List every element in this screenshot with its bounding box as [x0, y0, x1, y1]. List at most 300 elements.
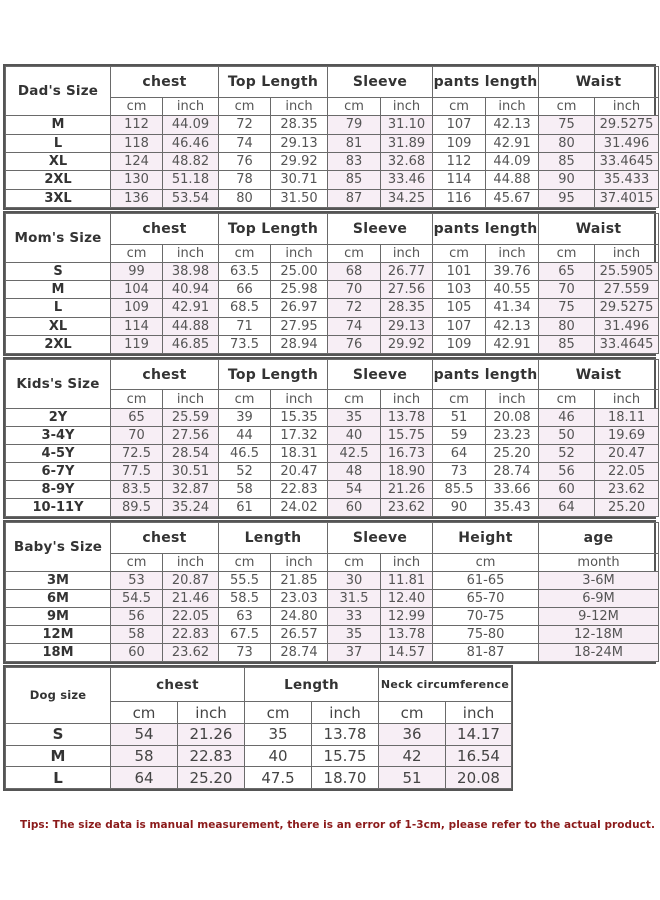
unit-header: inch	[381, 553, 433, 571]
table-row	[6, 408, 659, 426]
value-cell: 74	[219, 134, 271, 152]
table-row	[6, 444, 659, 462]
value-cell: 90	[433, 498, 486, 516]
value-cell: 40	[328, 426, 381, 444]
value-cell: 41.34	[486, 299, 539, 317]
value-cell: 85.5	[433, 480, 486, 498]
value-cell: 13.78	[381, 625, 433, 643]
value-cell: 72	[219, 116, 271, 134]
value-cell: 18.70	[312, 767, 379, 789]
tips-note: Tips: The size data is manual measurement, there is an error of 1-3cm, please refer to the actual product.	[20, 819, 656, 831]
value-cell: 42.13	[486, 116, 539, 134]
value-cell: 35	[245, 723, 312, 745]
group-header: Length	[219, 523, 328, 554]
value-cell: 31.10	[381, 116, 433, 134]
dog-rows	[6, 723, 512, 788]
value-cell: 15.35	[271, 408, 328, 426]
value-cell: 42.91	[163, 299, 219, 317]
value-cell: 68	[328, 262, 381, 280]
table-label: Dog size	[6, 668, 111, 724]
size-cell: 2Y	[6, 408, 111, 426]
value-cell: 44	[219, 426, 271, 444]
value-cell: 46	[539, 408, 595, 426]
value-cell: 85	[539, 335, 595, 353]
value-cell: 74	[328, 317, 381, 335]
value-cell: 109	[111, 299, 163, 317]
value-cell: 33.4645	[595, 335, 659, 353]
value-cell: 17.32	[271, 426, 328, 444]
table-label: Dad's Size	[6, 67, 111, 116]
unit-header: cm	[219, 390, 271, 408]
value-cell: 42.13	[486, 317, 539, 335]
value-cell: 18.11	[595, 408, 659, 426]
value-cell: 70	[328, 281, 381, 299]
group-header: Top Length	[219, 214, 328, 245]
value-cell: 114	[111, 317, 163, 335]
value-cell: 48	[328, 462, 381, 480]
table-row	[6, 262, 659, 280]
value-cell: 44.88	[163, 317, 219, 335]
value-cell: 53.54	[163, 189, 219, 207]
value-cell: 79	[328, 116, 381, 134]
unit-header: inch	[486, 244, 539, 262]
size-cell: 6-7Y	[6, 462, 111, 480]
table-row	[6, 767, 512, 789]
value-cell: 72	[328, 299, 381, 317]
value-cell: 65	[111, 408, 163, 426]
value-cell: 28.94	[271, 335, 328, 353]
unit-header: inch	[271, 553, 328, 571]
value-cell: 109	[433, 134, 486, 152]
value-cell: 23.03	[271, 589, 328, 607]
table-label: Baby's Size	[6, 523, 111, 572]
value-cell: 118	[111, 134, 163, 152]
value-cell: 136	[111, 189, 163, 207]
value-cell: 42.5	[328, 444, 381, 462]
value-cell: 70	[111, 426, 163, 444]
value-cell: 23.62	[381, 498, 433, 516]
value-cell: 103	[433, 281, 486, 299]
value-cell: 80	[219, 189, 271, 207]
value-cell: 34.25	[381, 189, 433, 207]
table-row	[6, 335, 659, 353]
dad-rows	[6, 116, 659, 208]
value-cell: 107	[433, 317, 486, 335]
table-row	[6, 498, 659, 516]
kids-size-table	[3, 357, 656, 519]
baby-size-table	[3, 520, 656, 664]
value-cell: 31.496	[595, 134, 659, 152]
group-header: Height	[433, 523, 539, 554]
value-cell: 6-9M	[539, 589, 659, 607]
size-cell: 18M	[6, 643, 111, 661]
value-cell: 83.5	[111, 480, 163, 498]
value-cell: 27.56	[163, 426, 219, 444]
value-cell: 72.5	[111, 444, 163, 462]
table-row	[6, 299, 659, 317]
baby-rows	[6, 571, 659, 661]
value-cell: 35	[328, 408, 381, 426]
value-cell: 29.92	[381, 335, 433, 353]
group-header: Sleeve	[328, 67, 433, 98]
dad-size-table	[3, 64, 656, 210]
group-header: Waist	[539, 67, 659, 98]
value-cell: 87	[328, 189, 381, 207]
value-cell: 73	[433, 462, 486, 480]
value-cell: 63.5	[219, 262, 271, 280]
size-cell: 9M	[6, 607, 111, 625]
value-cell: 85	[328, 171, 381, 189]
value-cell: 58	[111, 745, 178, 767]
unit-header: month	[539, 553, 659, 571]
value-cell: 25.59	[163, 408, 219, 426]
value-cell: 23.23	[486, 426, 539, 444]
unit-header: cm	[433, 390, 486, 408]
value-cell: 71	[219, 317, 271, 335]
unit-header: cm	[111, 97, 163, 115]
table-label: Mom's Size	[6, 214, 111, 263]
unit-header: cm	[539, 390, 595, 408]
unit-header: cm	[111, 553, 163, 571]
value-cell: 12.40	[381, 589, 433, 607]
table-label: Kids's Size	[6, 360, 111, 409]
mom-rows	[6, 262, 659, 353]
value-cell: 114	[433, 171, 486, 189]
value-cell: 42.91	[486, 134, 539, 152]
value-cell: 83	[328, 152, 381, 170]
size-cell: XL	[6, 152, 111, 170]
value-cell: 30.51	[163, 462, 219, 480]
group-header: Top Length	[219, 360, 328, 390]
value-cell: 89.5	[111, 498, 163, 516]
value-cell: 107	[433, 116, 486, 134]
value-cell: 40	[245, 745, 312, 767]
table-row	[6, 152, 659, 170]
unit-header: inch	[271, 244, 328, 262]
value-cell: 75	[539, 116, 595, 134]
unit-header: cm	[328, 553, 381, 571]
value-cell: 27.56	[381, 281, 433, 299]
value-cell: 58	[219, 480, 271, 498]
group-header: chest	[111, 214, 219, 245]
value-cell: 46.5	[219, 444, 271, 462]
unit-header: inch	[595, 390, 659, 408]
value-cell: 101	[433, 262, 486, 280]
value-cell: 75	[539, 299, 595, 317]
value-cell: 32.87	[163, 480, 219, 498]
value-cell: 21.26	[381, 480, 433, 498]
group-header: Waist	[539, 360, 659, 390]
value-cell: 20.47	[271, 462, 328, 480]
size-cell: 12M	[6, 625, 111, 643]
value-cell: 54	[328, 480, 381, 498]
value-cell: 29.92	[271, 152, 328, 170]
value-cell: 29.5275	[595, 116, 659, 134]
value-cell: 25.20	[595, 498, 659, 516]
group-header: chest	[111, 668, 245, 702]
value-cell: 21.46	[163, 589, 219, 607]
table-row	[6, 116, 659, 134]
unit-header: cm	[539, 97, 595, 115]
value-cell: 18-24M	[539, 643, 659, 661]
value-cell: 22.83	[163, 625, 219, 643]
value-cell: 46.85	[163, 335, 219, 353]
value-cell: 16.54	[446, 745, 512, 767]
value-cell: 26.57	[271, 625, 328, 643]
size-cell: 2XL	[6, 335, 111, 353]
value-cell: 63	[219, 607, 271, 625]
value-cell: 42	[379, 745, 446, 767]
value-cell: 54	[111, 723, 178, 745]
value-cell: 31.496	[595, 317, 659, 335]
value-cell: 22.83	[178, 745, 245, 767]
unit-header: inch	[486, 390, 539, 408]
value-cell: 33	[328, 607, 381, 625]
table-row	[6, 189, 659, 207]
table-row	[6, 589, 659, 607]
unit-header: inch	[381, 390, 433, 408]
value-cell: 21.26	[178, 723, 245, 745]
value-cell: 58	[111, 625, 163, 643]
value-cell: 22.05	[163, 607, 219, 625]
value-cell: 105	[433, 299, 486, 317]
table-row	[6, 745, 512, 767]
value-cell: 66	[219, 281, 271, 299]
value-cell: 90	[539, 171, 595, 189]
table-row	[6, 643, 659, 661]
value-cell: 15.75	[381, 426, 433, 444]
value-cell: 116	[433, 189, 486, 207]
value-cell: 15.75	[312, 745, 379, 767]
value-cell: 26.97	[271, 299, 328, 317]
value-cell: 52	[539, 444, 595, 462]
table-row	[6, 723, 512, 745]
group-header: pants length	[433, 360, 539, 390]
size-cell: 4-5Y	[6, 444, 111, 462]
value-cell: 50	[539, 426, 595, 444]
value-cell: 81-87	[433, 643, 539, 661]
unit-header: cm	[219, 244, 271, 262]
table-row	[6, 426, 659, 444]
value-cell: 85	[539, 152, 595, 170]
group-header: pants length	[433, 214, 539, 245]
value-cell: 81	[328, 134, 381, 152]
kids-rows	[6, 408, 659, 516]
group-header: Neck circumference	[379, 668, 512, 702]
value-cell: 59	[433, 426, 486, 444]
size-cell: 2XL	[6, 171, 111, 189]
dog-size-table	[3, 665, 513, 791]
unit-header: inch	[163, 553, 219, 571]
value-cell: 44.09	[163, 116, 219, 134]
value-cell: 31.5	[328, 589, 381, 607]
unit-header: inch	[271, 390, 328, 408]
value-cell: 31.50	[271, 189, 328, 207]
value-cell: 65	[539, 262, 595, 280]
unit-header: cm	[433, 244, 486, 262]
value-cell: 20.08	[486, 408, 539, 426]
value-cell: 60	[328, 498, 381, 516]
value-cell: 27.95	[271, 317, 328, 335]
value-cell: 28.74	[486, 462, 539, 480]
value-cell: 29.13	[271, 134, 328, 152]
value-cell: 44.09	[486, 152, 539, 170]
value-cell: 112	[111, 116, 163, 134]
table-row	[6, 625, 659, 643]
group-header: Sleeve	[328, 214, 433, 245]
value-cell: 30	[328, 571, 381, 589]
value-cell: 22.05	[595, 462, 659, 480]
value-cell: 65-70	[433, 589, 539, 607]
size-cell: 6M	[6, 589, 111, 607]
table-row	[6, 462, 659, 480]
value-cell: 9-12M	[539, 607, 659, 625]
unit-header: cm	[111, 702, 178, 724]
unit-header: cm	[111, 390, 163, 408]
value-cell: 80	[539, 317, 595, 335]
unit-header: inch	[381, 97, 433, 115]
value-cell: 33.4645	[595, 152, 659, 170]
value-cell: 67.5	[219, 625, 271, 643]
value-cell: 95	[539, 189, 595, 207]
value-cell: 119	[111, 335, 163, 353]
value-cell: 56	[111, 607, 163, 625]
value-cell: 76	[328, 335, 381, 353]
value-cell: 37.4015	[595, 189, 659, 207]
unit-header: inch	[595, 244, 659, 262]
value-cell: 48.82	[163, 152, 219, 170]
value-cell: 28.35	[271, 116, 328, 134]
value-cell: 20.08	[446, 767, 512, 789]
value-cell: 40.94	[163, 281, 219, 299]
group-header: Length	[245, 668, 379, 702]
unit-header: inch	[163, 244, 219, 262]
value-cell: 18.31	[271, 444, 328, 462]
size-cell: 10-11Y	[6, 498, 111, 516]
value-cell: 64	[433, 444, 486, 462]
size-cell: L	[6, 299, 111, 317]
size-cell: M	[6, 116, 111, 134]
value-cell: 25.20	[178, 767, 245, 789]
value-cell: 33.46	[381, 171, 433, 189]
unit-header: cm	[328, 97, 381, 115]
unit-header: cm	[433, 97, 486, 115]
value-cell: 61	[219, 498, 271, 516]
group-header: Top Length	[219, 67, 328, 98]
table-row	[6, 607, 659, 625]
group-header: age	[539, 523, 659, 554]
value-cell: 14.57	[381, 643, 433, 661]
unit-header: inch	[163, 390, 219, 408]
value-cell: 124	[111, 152, 163, 170]
value-cell: 70-75	[433, 607, 539, 625]
table-row	[6, 480, 659, 498]
value-cell: 109	[433, 335, 486, 353]
value-cell: 20.47	[595, 444, 659, 462]
group-header: pants length	[433, 67, 539, 98]
group-header: Sleeve	[328, 360, 433, 390]
value-cell: 27.559	[595, 281, 659, 299]
value-cell: 39	[219, 408, 271, 426]
value-cell: 30.71	[271, 171, 328, 189]
size-cell: S	[6, 723, 111, 745]
value-cell: 60	[539, 480, 595, 498]
value-cell: 77.5	[111, 462, 163, 480]
value-cell: 28.54	[163, 444, 219, 462]
value-cell: 25.98	[271, 281, 328, 299]
value-cell: 23.62	[595, 480, 659, 498]
value-cell: 45.67	[486, 189, 539, 207]
size-cell: 8-9Y	[6, 480, 111, 498]
value-cell: 104	[111, 281, 163, 299]
unit-header: cm	[328, 244, 381, 262]
value-cell: 3-6M	[539, 571, 659, 589]
value-cell: 12-18M	[539, 625, 659, 643]
value-cell: 33.66	[486, 480, 539, 498]
value-cell: 14.17	[446, 723, 512, 745]
unit-header: cm	[379, 702, 446, 724]
value-cell: 31.89	[381, 134, 433, 152]
value-cell: 73	[219, 643, 271, 661]
mom-size-table	[3, 211, 656, 356]
unit-header: inch	[271, 97, 328, 115]
size-cell: M	[6, 745, 111, 767]
value-cell: 75-80	[433, 625, 539, 643]
value-cell: 29.13	[381, 317, 433, 335]
value-cell: 51	[379, 767, 446, 789]
value-cell: 55.5	[219, 571, 271, 589]
value-cell: 44.88	[486, 171, 539, 189]
value-cell: 56	[539, 462, 595, 480]
value-cell: 58.5	[219, 589, 271, 607]
value-cell: 23.62	[163, 643, 219, 661]
value-cell: 42.91	[486, 335, 539, 353]
value-cell: 52	[219, 462, 271, 480]
value-cell: 24.80	[271, 607, 328, 625]
value-cell: 99	[111, 262, 163, 280]
value-cell: 29.5275	[595, 299, 659, 317]
unit-header: cm	[111, 244, 163, 262]
size-cell: 3M	[6, 571, 111, 589]
value-cell: 16.73	[381, 444, 433, 462]
value-cell: 32.68	[381, 152, 433, 170]
value-cell: 21.85	[271, 571, 328, 589]
value-cell: 35.24	[163, 498, 219, 516]
value-cell: 54.5	[111, 589, 163, 607]
table-row	[6, 571, 659, 589]
group-header: chest	[111, 67, 219, 98]
value-cell: 22.83	[271, 480, 328, 498]
value-cell: 130	[111, 171, 163, 189]
value-cell: 112	[433, 152, 486, 170]
size-cell: M	[6, 281, 111, 299]
value-cell: 61-65	[433, 571, 539, 589]
value-cell: 35.433	[595, 171, 659, 189]
size-cell: S	[6, 262, 111, 280]
unit-header: inch	[381, 244, 433, 262]
unit-header: cm	[539, 244, 595, 262]
value-cell: 13.78	[312, 723, 379, 745]
value-cell: 20.87	[163, 571, 219, 589]
value-cell: 73.5	[219, 335, 271, 353]
value-cell: 18.90	[381, 462, 433, 480]
size-cell: L	[6, 134, 111, 152]
size-cell: 3-4Y	[6, 426, 111, 444]
size-cell: 3XL	[6, 189, 111, 207]
table-row	[6, 171, 659, 189]
group-header: chest	[111, 360, 219, 390]
value-cell: 39.76	[486, 262, 539, 280]
